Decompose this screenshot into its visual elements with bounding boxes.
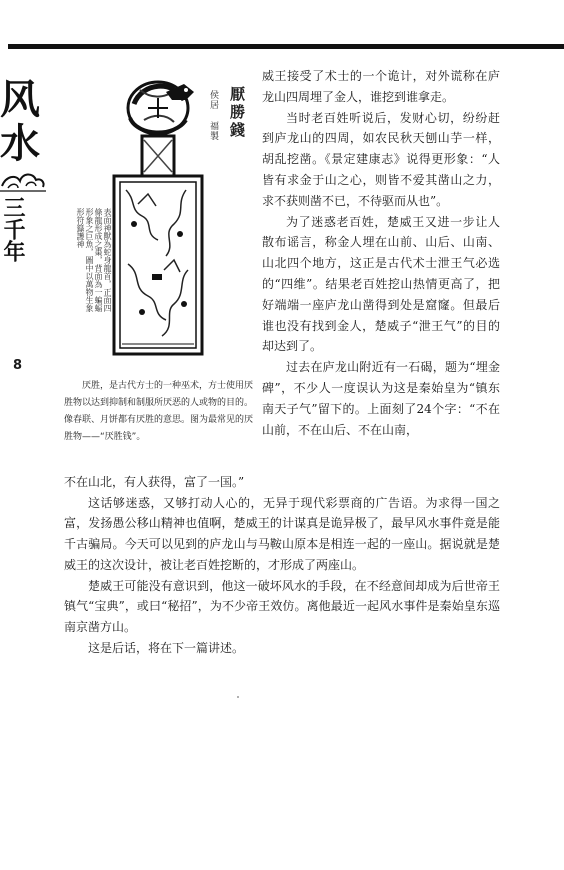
paragraph: 当时老百姓听说后，发财心切，纷纷赶到庐龙山的四周，如农民秋天刨山芋一样，胡乱挖凿。《景定建康志》说得更形象：“人皆有求金于山之心，则皆不爱其凿山之力，求不获则凿不已，不待驱而从也”。	[262, 110, 500, 208]
paragraph: 过去在庐龙山附近有一石碣，题为“埋金碑”，不少人一度误认为这是秦始皇为“镇东南天子气”留下的。上面刻了24个字：“不在山前，不在山后、不在山南，	[262, 360, 500, 437]
body-text	[64, 472, 500, 658]
scan-speck	[237, 696, 239, 698]
paragraph: 这话够迷惑，又够打动人心的，无异于现代彩票商的广告语。为求得一国之富，发扬愚公移山精神也值啊，楚威王的计谋真是诡异极了，最早风水事件竟是能千古骗局。今天可以见到的庐龙山与马鞍山原本是相连一起的一座山。据说就是楚威王的这次设计，被让老百姓挖断的，才形成了两座山。	[64, 495, 500, 572]
book-title	[0, 78, 46, 262]
item-source: 侯居 福製	[208, 90, 218, 141]
book-title-char-shui: 水	[0, 121, 38, 167]
text-column	[262, 66, 500, 440]
book-title-char-feng: 风	[0, 77, 38, 123]
paragraph: 这是后话，将在下一篇讲述。	[88, 640, 245, 655]
page-number: 8	[13, 358, 23, 373]
coin-inscription: 表面神獸為蛇身龍首，正面四條龍形成之棗，背面為一蝙蝠形象之巨魚，圖中以萬物生象形符籙護神	[76, 208, 112, 312]
paragraph: 威王接受了术士的一个诡计，对外谎称在庐龙山四周埋了金人，谁挖到谁拿走。	[262, 69, 500, 104]
figure-caption: 厌胜，是古代方士的一种巫术，方士使用厌胜物以达到抑制和制服所厌恶的人或物的目的。像春联、月饼都有厌胜的意思。图为最常见的厌胜物——“厌胜钱”。	[64, 381, 254, 442]
paragraph: 楚威王可能没有意识到，他这一破坏风水的手段，在不经意间却成为后世帝王镇气“宝典”，或曰“秘招”，为不少帝王效仿。离他最近一起风水事件是秦始皇东巡南京凿方山。	[64, 578, 500, 634]
item-name: 厭勝錢	[228, 86, 246, 140]
paragraph: 不在山北，有人获得，富了一国。”	[64, 475, 245, 489]
paragraph: 为了迷惑老百姓，楚威王又进一步让人散布谣言，称金人埋在山前、山后、山南、山北四个地方，这正是古代术士泄王气必选的“四维”。结果老百姓挖山热情更高了，把好端端一座庐龙山凿得到处是窟窿。但最后谁也没有找到金人，楚威子“泄王气”的目的却达到了。	[262, 214, 500, 354]
header-rule	[8, 44, 564, 49]
cloud-ornament-icon	[0, 168, 46, 194]
book-title-subtitle: 三千年	[0, 196, 25, 262]
